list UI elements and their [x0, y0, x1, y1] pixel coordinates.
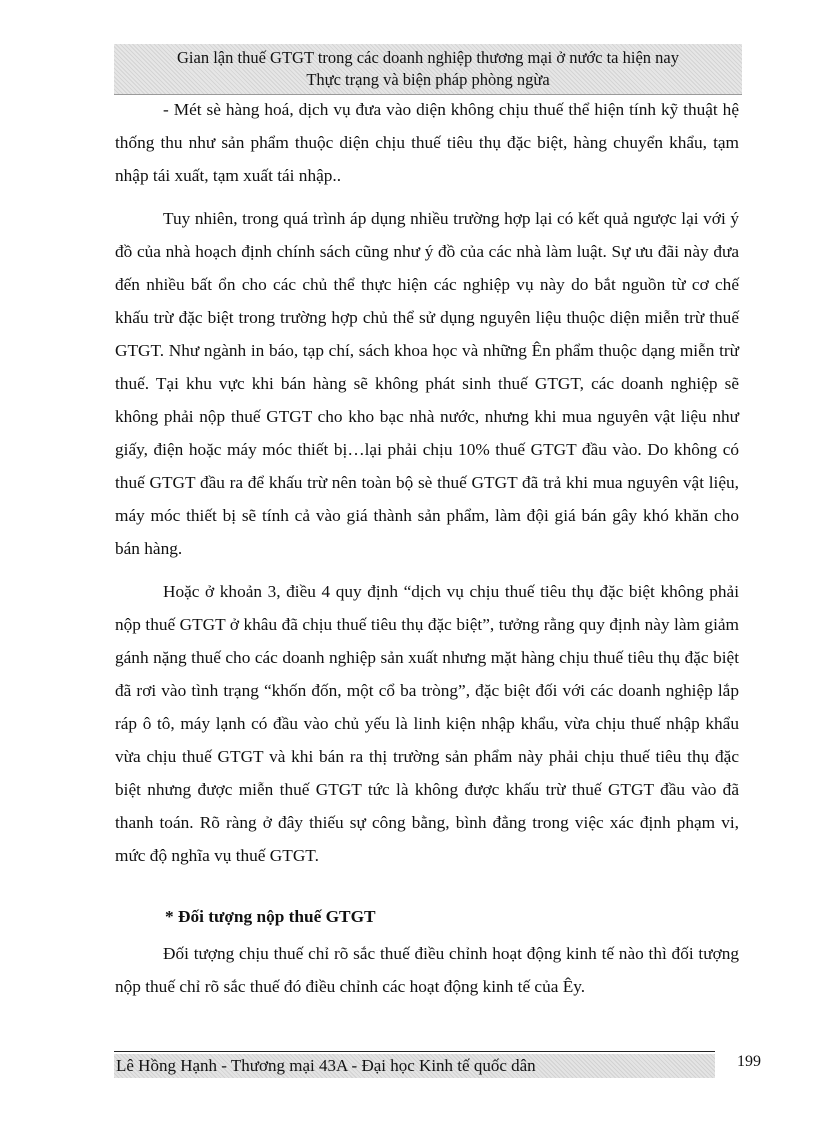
page-header [114, 44, 742, 95]
paragraph-special-consumption-tax: Hoặc ở khoản 3, điều 4 quy định “dịch vụ chịu thuế tiêu thụ đặc biệt không phải nộp thuế GTGT ở khâu đã chịu thuế tiêu thụ đặc biệt”, tưởng rằng quy định này làm giảm gánh nặng thuế cho các doanh nghiệp sản xuất nhưng mặt hàng chịu thuế tiêu thụ đặc biệt đã rơi vào tình trạng “khốn đốn, một cổ ba tròng”, đặc biệt đối với các doanh nghiệp lắp ráp ô tô, máy lạnh có đầu vào chủ yếu là linh kiện nhập khẩu, vừa chịu thuế nhập khẩu vừa chịu thuế GTGT và khi bán ra thị trường sản phẩm này phải chịu thuế tiêu thụ đặc biệt nhưng được miễn thuế GTGT tức là không được khấu trừ thuế GTGT đầu vào đã thanh toán. Rõ ràng ở đây thiếu sự công bằng, bình đẳng trong việc xác định phạm vi, mức độ nghĩa vụ thuế GTGT. [115, 582, 739, 865]
footer-author: Lê Hồng Hạnh - Thương mại 43A - Đại học Kinh tế quốc dân [116, 1056, 536, 1075]
page-footer [114, 1054, 715, 1078]
paragraph-exempt-goods: - Mét sè hàng hoá, dịch vụ đưa vào diện không chịu thuế thể hiện tính kỹ thuật hệ thống thu như sản phẩm thuộc diện chịu thuế tiêu thụ đặc biệt, hàng chuyển khẩu, tạm nhập tái xuất, tạm xuất tái nhập.. [115, 100, 739, 185]
document-body [115, 93, 739, 1013]
section-heading: * Đối tượng nộp thuế GTGT [165, 907, 376, 926]
footer-divider [114, 1051, 715, 1052]
paragraph-taxpayers: Đối tượng chịu thuế chỉ rõ sắc thuế điều chỉnh hoạt động kinh tế nào thì đối tượng nộp thuế chỉ rõ sắc thuế đó điều chỉnh các hoạt động kinh tế của Êy. [115, 944, 739, 996]
paragraph-application-issues: Tuy nhiên, trong quá trình áp dụng nhiều trường hợp lại có kết quả ngược lại với ý đồ của nhà hoạch định chính sách cũng như ý đồ của các nhà làm luật. Sự ưu đãi này đưa đến nhiều bất ổn cho các chủ thể thực hiện các nghiệp vụ này do bắt nguồn từ cơ chế khấu trừ đặc biệt trong trường hợp chủ thể sử dụng nguyên liệu thuộc diện miễn trừ thuế GTGT. Như ngành in báo, tạp chí, sách khoa học và những Ên phẩm thuộc dạng miễn trừ thuế. Tại khu vực khi bán hàng sẽ không phát sinh thuế GTGT, các doanh nghiệp sẽ không phải nộp thuế GTGT cho kho bạc nhà nước, nhưng khi mua nguyên vật liệu như giấy, điện hoặc máy móc thiết bị…lại phải chịu 10% thuế GTGT đầu vào. Do không có thuế GTGT đầu ra để khấu trừ nên toàn bộ sè thuế GTGT đã trả khi mua nguyên vật liệu, máy móc thiết bị sẽ tính cả vào giá thành sản phẩm, làm đội giá bán gây khó khăn cho bán hàng. [115, 209, 739, 558]
header-title-line-2: Thực trạng và biện pháp phòng ngừa [306, 70, 550, 89]
page-number: 199 [737, 1053, 761, 1070]
header-title-line-1: Gian lận thuế GTGT trong các doanh nghiệp thương mại ở nước ta hiện nay [177, 48, 679, 67]
